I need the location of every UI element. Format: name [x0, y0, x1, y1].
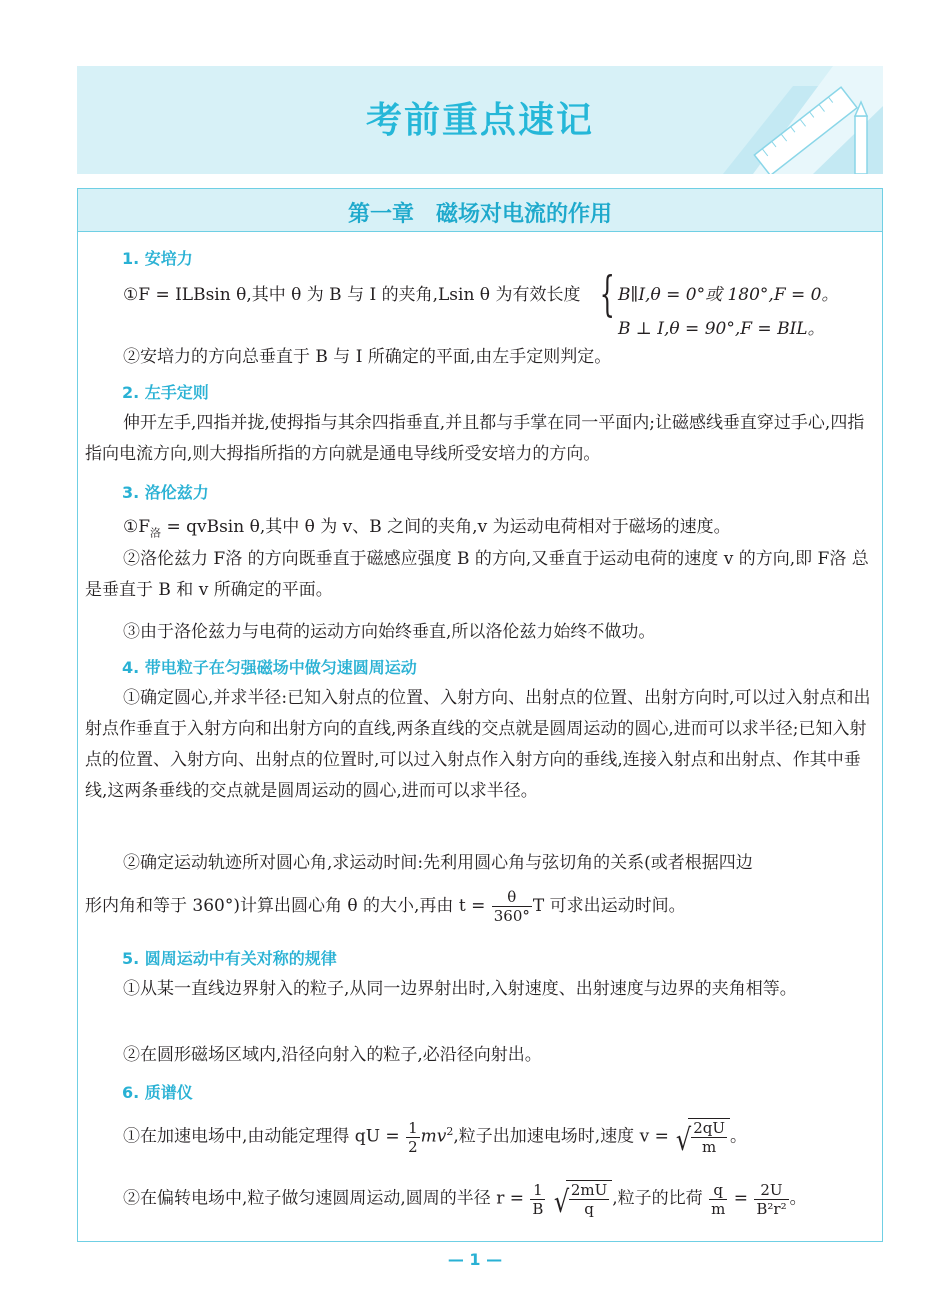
- chapter-title: 第一章 磁场对电流的作用: [347, 202, 612, 227]
- lorentz-f: ①F: [123, 517, 151, 537]
- header-banner: [77, 66, 883, 174]
- frac-den: 360°: [493, 907, 530, 925]
- section-heading-4: 4. 带电粒子在匀强磁场中做匀速圆周运动: [122, 658, 417, 677]
- find-angle-text-2: [85, 888, 686, 925]
- frac-den: q: [584, 1200, 594, 1218]
- section-heading-6: 6. 质谱仪: [122, 1083, 193, 1102]
- inverse-b-fraction: [530, 1181, 545, 1218]
- accel-mv: mv: [420, 1126, 447, 1147]
- case-perpendicular: B ⊥ I,θ = 90°,F = BIL。: [618, 319, 825, 339]
- ampere-direction: ②安培力的方向总垂直于 B 与 I 所确定的平面,由左手定则判定。: [123, 347, 612, 367]
- angle-text-c: T 可求出运动时间。: [532, 896, 686, 916]
- page-number: — 1 —: [447, 1250, 503, 1269]
- left-hand-rule-text: 伸开左手,四指并拢,使拇指与其余四指垂直,并且都与手掌在同一平面内;让磁感线垂直穿过手心,四指指向电流方向,则大拇指所指的方向就是通电导线所受安培力的方向。: [85, 413, 865, 464]
- frac-num: 1: [530, 1181, 545, 1200]
- ampere-formula-text: ①F = ILBsin θ,其中 θ 为 B 与 I 的夹角,Lsin θ 为有效长度: [123, 285, 581, 305]
- page-title: 考前重点速记: [365, 100, 594, 141]
- find-center-text: ①确定圆心,并求半径:已知入射点的位置、入射方向、出射点的位置、出射方向时,可以过入射点和出射点作垂直于入射方向和出射方向的直线,两条直线的交点就是圆周运动的圆心,进而可以求半径;已知入射点的位置、入射方向、出射点的位置时,可以过入射点作入射方向的垂线,连接入射点和出射点、作其中垂线,这两条垂线的交点就是圆周运动的圆心,进而可以求半径。: [85, 688, 871, 801]
- chapter-header: [78, 189, 882, 232]
- deflect-text-b: ,粒子的比荷: [612, 1188, 703, 1209]
- lorentz-rest: = qvBsin θ,其中 θ 为 v、B 之间的夹角,v 为运动电荷相对于磁场的速度。: [161, 517, 731, 537]
- find-angle-text-1: ②确定运动轨迹所对圆心角,求运动时间:先利用圆心角与弦切角的关系(或者根据四边: [123, 853, 753, 873]
- frac-num: 2U: [754, 1181, 788, 1200]
- lorentz-sub: 洛: [150, 526, 162, 540]
- deflect-end: 。: [789, 1188, 807, 1209]
- brace: {: [599, 266, 615, 322]
- deflect-text-a: ②在偏转电场中,粒子做匀速圆周运动,圆周的半径 r =: [123, 1188, 524, 1209]
- lorentz-direction: ②洛伦兹力 F洛 的方向既垂直于磁感应强度 B 的方向,又垂直于运动电荷的速度 v 的方向,即 F洛 总是垂直于 B 和 v 所确定的平面。: [85, 549, 869, 600]
- symmetry-rule-2: ②在圆形磁场区域内,沿径向射入的粒子,必沿径向射出。: [123, 1045, 542, 1065]
- frac-num: 2mU: [570, 1181, 608, 1199]
- accel-text-c: ,粒子出加速电场时,速度 v =: [453, 1126, 669, 1147]
- accel-text-a: ①在加速电场中,由动能定理得 qU =: [123, 1126, 400, 1147]
- section-heading-5: 5. 圆周运动中有关对称的规律: [122, 949, 337, 968]
- velocity-sqrt: √ $\frac{2qU}{m}$: [674, 1118, 730, 1156]
- mass-spec-deflect: [123, 1180, 807, 1218]
- ampere-force-formula: [123, 280, 580, 305]
- angle-text-a: 形内角和等于 360°)计算出圆心角 θ 的大小,再由 t =: [85, 896, 486, 916]
- lorentz-no-work: ③由于洛伦兹力与电荷的运动方向始终垂直,所以洛伦兹力始终不做功。: [123, 622, 656, 642]
- accel-end: 。: [730, 1126, 748, 1147]
- section-heading-3: 3. 洛伦兹力: [122, 483, 209, 502]
- frac-num: 1: [408, 1118, 418, 1137]
- accel-sup: 2: [446, 1124, 454, 1138]
- time-fraction: [492, 888, 532, 925]
- frac-den: m: [702, 1138, 717, 1156]
- section-heading-2: 2. 左手定则: [122, 383, 209, 402]
- case-parallel: B∥I,θ = 0°或 180°,F = 0。: [618, 285, 839, 305]
- lorentz-formula: [123, 512, 731, 540]
- frac-den: B²r²: [756, 1199, 787, 1218]
- frac-num: 2qU: [693, 1119, 726, 1137]
- radius-sqrt: √ $\frac{2mU}{q}$: [552, 1180, 612, 1218]
- charge-mass-fraction: [709, 1181, 727, 1218]
- frac-num: q: [709, 1181, 727, 1200]
- frac-den: m: [711, 1199, 726, 1218]
- mass-spec-accel: [123, 1118, 747, 1156]
- symmetry-rule-1: ①从某一直线边界射入的粒子,从同一边界射出时,入射速度、出射速度与边界的夹角相等。: [123, 979, 797, 999]
- frac-den: 2: [408, 1137, 418, 1156]
- frac-num: θ: [492, 888, 532, 907]
- section-heading-1: 1. 安培力: [122, 249, 193, 268]
- half-fraction: [406, 1119, 420, 1156]
- result-fraction: [754, 1181, 788, 1218]
- frac-den: B: [532, 1199, 544, 1218]
- deflect-eq: =: [728, 1188, 748, 1209]
